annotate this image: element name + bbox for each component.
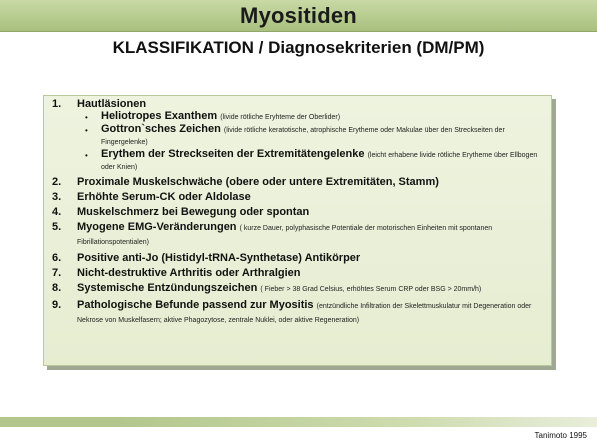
sub-criterion-text: Erythem der Streckseiten der Extremitätengelenke xyxy=(101,148,365,160)
sub-criteria-list xyxy=(77,111,545,173)
page-title: Myositiden xyxy=(240,3,357,28)
criterion-7 xyxy=(52,267,545,279)
criterion-number: 5. xyxy=(52,221,62,233)
criterion-9 xyxy=(52,299,545,327)
criterion-note: (entzündliche Infiltration der Skelettmuskulatur mit Degeneration oder Nekrose von Muskelfasern; aktive Phagozytose, zentrale Nuklei, oder aktive Regeneration) xyxy=(77,303,532,324)
sub-criterion-heliotrope xyxy=(77,111,545,123)
criteria-panel xyxy=(43,95,552,366)
criterion-number: 9. xyxy=(52,299,62,311)
sub-criterion-text: Gottron`sches Zeichen xyxy=(101,123,221,135)
criteria-list xyxy=(52,98,545,327)
criterion-8 xyxy=(52,282,545,296)
criterion-number: 4. xyxy=(52,206,62,218)
criterion-6 xyxy=(52,252,545,264)
criterion-text: Erhöhte Serum-CK oder Aldolase xyxy=(77,191,251,203)
criterion-text: Myogene EMG-Veränderungen xyxy=(77,221,237,233)
criterion-5 xyxy=(52,221,545,249)
sub-criterion-erythema xyxy=(77,149,545,173)
criterion-note: ( kurze Dauer, polyphasische Potentiale der motorischen Einheiten mit spontanen Fibrillationspotentialen) xyxy=(77,225,493,246)
sub-criterion-note: (livide rötliche keratotische, atrophische Erytheme oder Makulae über den Streckseiten der Fingergelenke) xyxy=(101,127,505,146)
sub-criterion-gottron xyxy=(77,124,545,148)
criterion-1 xyxy=(52,98,545,173)
page-subtitle: KLASSIFIKATION / Diagnosekriterien (DM/PM) xyxy=(112,38,485,57)
bullet-icon: • xyxy=(85,113,88,122)
criterion-text: Muskelschmerz bei Bewegung oder spontan xyxy=(77,206,310,218)
criterion-text: Systemische Entzündungszeichen xyxy=(77,282,258,294)
criterion-text: Hautläsionen xyxy=(77,98,147,110)
footer-bar xyxy=(0,417,597,427)
sub-criterion-note: (leicht erhabene livide rötliche Erytheme über Ellbogen oder Knien) xyxy=(101,152,538,171)
criterion-number: 8. xyxy=(52,282,62,294)
criterion-text: Pathologische Befunde passend zur Myositis xyxy=(77,299,314,311)
criterion-3 xyxy=(52,191,545,203)
criterion-text: Nicht-destruktive Arthritis oder Arthralgien xyxy=(77,267,301,279)
criterion-number: 1. xyxy=(52,98,62,110)
sub-criterion-note: (livide rötliche Eryhteme der Oberlider) xyxy=(220,114,341,121)
criterion-2 xyxy=(52,176,545,188)
criterion-number: 3. xyxy=(52,191,62,203)
criterion-4 xyxy=(52,206,545,218)
bullet-icon: • xyxy=(85,151,88,160)
bullet-icon: • xyxy=(85,126,88,135)
criterion-text: Positive anti-Jo (Histidyl-tRNA-Synthetase) Antikörper xyxy=(77,252,361,264)
source-credit: Tanimoto 1995 xyxy=(534,431,587,440)
sub-criterion-text: Heliotropes Exanthem xyxy=(101,110,218,122)
criterion-note: ( Fieber > 38 Grad Celsius, erhöhtes Serum CRP oder BSG > 20mm/h) xyxy=(260,286,482,293)
criterion-text: Proximale Muskelschwäche (obere oder untere Extremitäten, Stamm) xyxy=(77,176,439,188)
criterion-number: 7. xyxy=(52,267,62,279)
criterion-number: 2. xyxy=(52,176,62,188)
criterion-number: 6. xyxy=(52,252,62,264)
